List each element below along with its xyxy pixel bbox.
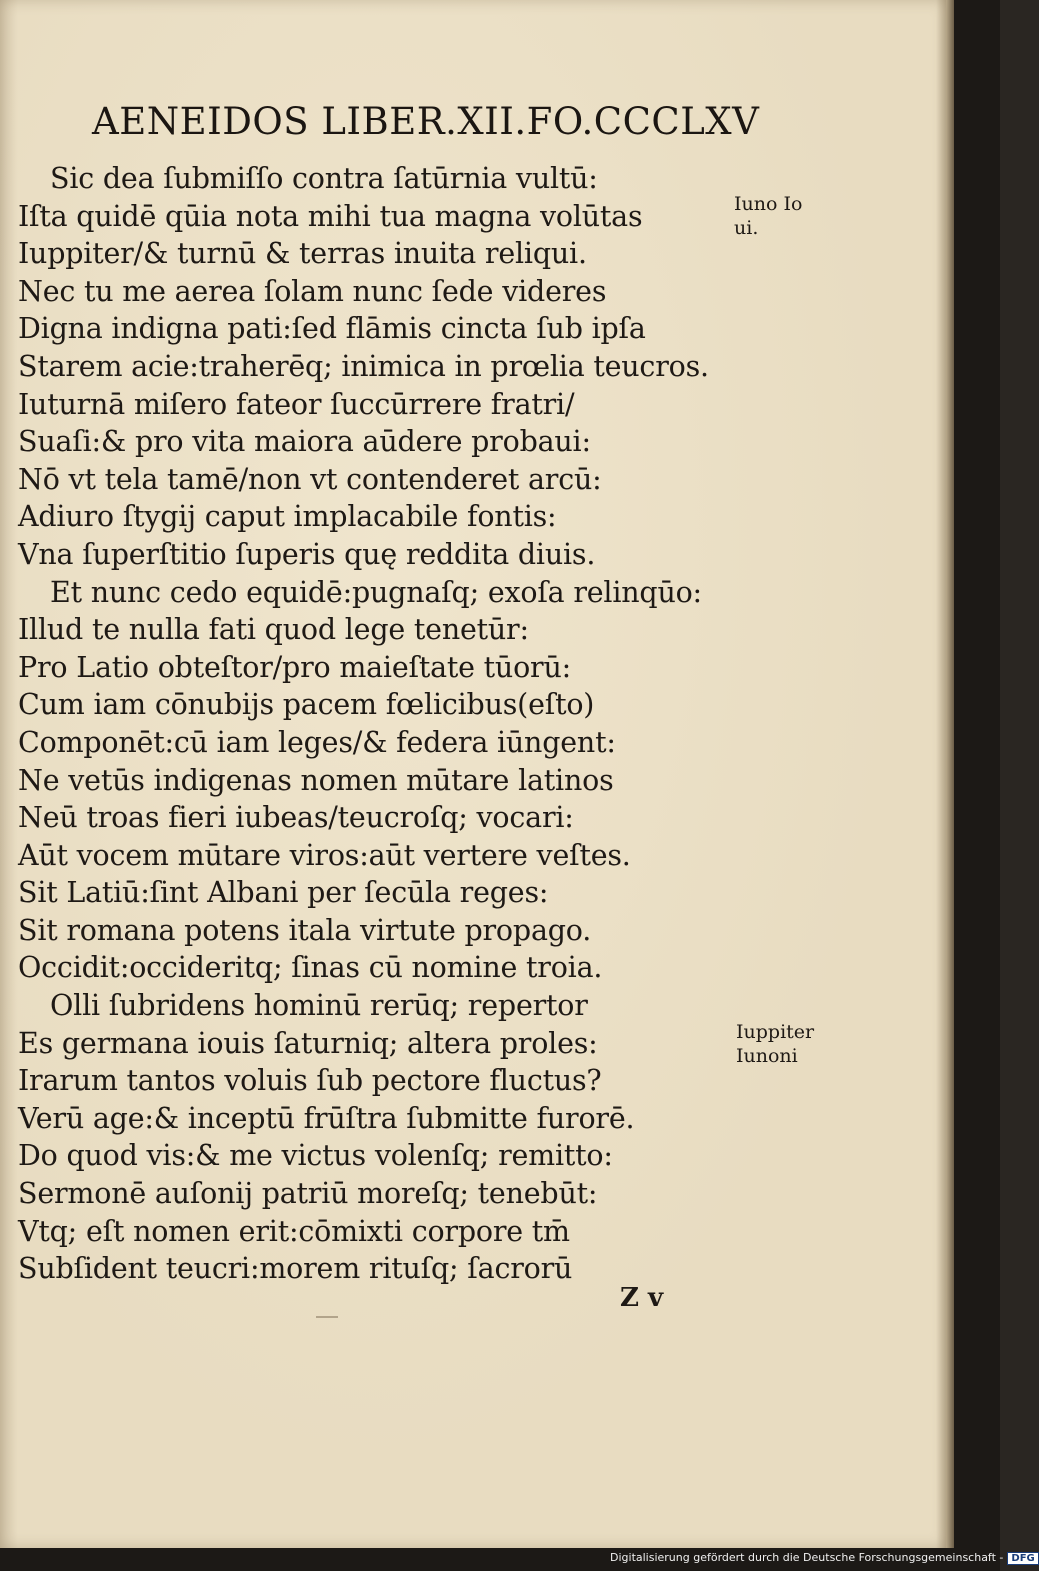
verse-line: Iuppiter/& turnū & terras inuita reliqui.	[18, 237, 587, 271]
margin-note-line: Iuno Io	[734, 193, 803, 215]
verse-line: Nō vt tela tamē/non vt contenderet arcū:	[18, 462, 602, 496]
verse-line: Neū troas fieri iubeas/teucroſq; vocari:	[18, 801, 574, 835]
margin-note-jupiter	[736, 1020, 814, 1068]
verse-line: Do quod vis:& me victus volenſq; remitto:	[18, 1139, 613, 1173]
digitization-credit	[610, 1551, 1039, 1565]
credit-text: Digitalisierung gefördert durch die Deutsche Forschungsgemeinschaft -	[610, 1551, 1004, 1564]
verse-line: Subſident teucri:morem rituſq; ſacrorū	[18, 1252, 573, 1286]
running-header: AENEIDOS LIBER.XII.FO.CCCLXV	[92, 100, 760, 143]
margin-note-line: Iuppiter	[736, 1021, 815, 1043]
verse-line: Suaſi:& pro vita maiora aūdere probaui:	[18, 425, 591, 459]
verse-line: Vna ſuperſtitio ſuperis quę reddita diuis.	[18, 537, 596, 571]
verse-line: Et nunc cedo equidē:pugnaſq; exoſa relinqūo:	[50, 575, 702, 609]
verse-line: Iuturnā miſero fateor ſuccūrrere fratri/	[18, 387, 575, 421]
verse-line: Sermonē auſonij patriū moreſq; tenebūt:	[18, 1177, 598, 1211]
verse-block	[18, 160, 718, 1288]
verse-line: Ne vetūs indigenas nomen mūtare latinos	[18, 763, 614, 797]
verse-line: Es germana iouis ſaturniq; altera proles:	[18, 1026, 598, 1060]
verse-line: Sit Latiū:ſint Albani per ſecūla reges:	[18, 876, 549, 910]
verse-line: Sic dea ſubmiſſo contra ſatūrnia vultū:	[50, 162, 598, 195]
verse-line: Aūt vocem mūtare viros:aūt vertere veſtes.	[18, 838, 631, 872]
margin-note-line: ui.	[734, 217, 759, 239]
verse-line: Cum iam cōnubijs pacem fœlicibus(eſto)	[18, 688, 595, 722]
page-edge	[946, 0, 954, 1548]
verse-line: Olli ſubridens hominū rerūq; repertor	[50, 989, 588, 1023]
verse-line: Vtq; eſt nomen erit:cōmixti corpore tm̄	[18, 1214, 570, 1248]
verse-line: Occidit:occideritq; ſinas cū nomine troia.	[18, 951, 603, 985]
verse-line: Pro Latio obteſtor/pro maieſtate tūorū:	[18, 650, 572, 684]
verse-line: Illud te nulla fati quod lege tenetūr:	[18, 613, 529, 647]
ink-smudge	[316, 1316, 338, 1318]
verse-line: Starem acie:traherēq; inimica in prœlia teucros.	[18, 349, 709, 383]
margin-note-line: Iunoni	[736, 1045, 798, 1067]
dfg-logo: DFG	[1007, 1552, 1038, 1565]
verse-line: Verū age:& inceptū frūſtra ſubmitte furorē.	[18, 1101, 635, 1135]
verse-line: Irarum tantos voluis ſub pectore fluctus?	[18, 1064, 602, 1098]
verse-line: Nec tu me aerea ſolam nunc ſede videres	[18, 274, 607, 308]
verse-line: Sit romana potens itala virtute propago.	[18, 913, 592, 947]
verse-line: Digna indigna pati:ſed flāmis cincta ſub ipſa	[18, 312, 646, 346]
signature-mark: Z v	[620, 1283, 664, 1313]
verse-line: Iſta quidē qūia nota mihi tua magna volūtas	[18, 199, 643, 233]
verse-line: Adiuro ſtygij caput implacabile fontis:	[18, 500, 557, 534]
verse-line: Componēt:cū iam leges/& federa iūngent:	[18, 725, 616, 759]
margin-note-juno	[734, 192, 802, 240]
